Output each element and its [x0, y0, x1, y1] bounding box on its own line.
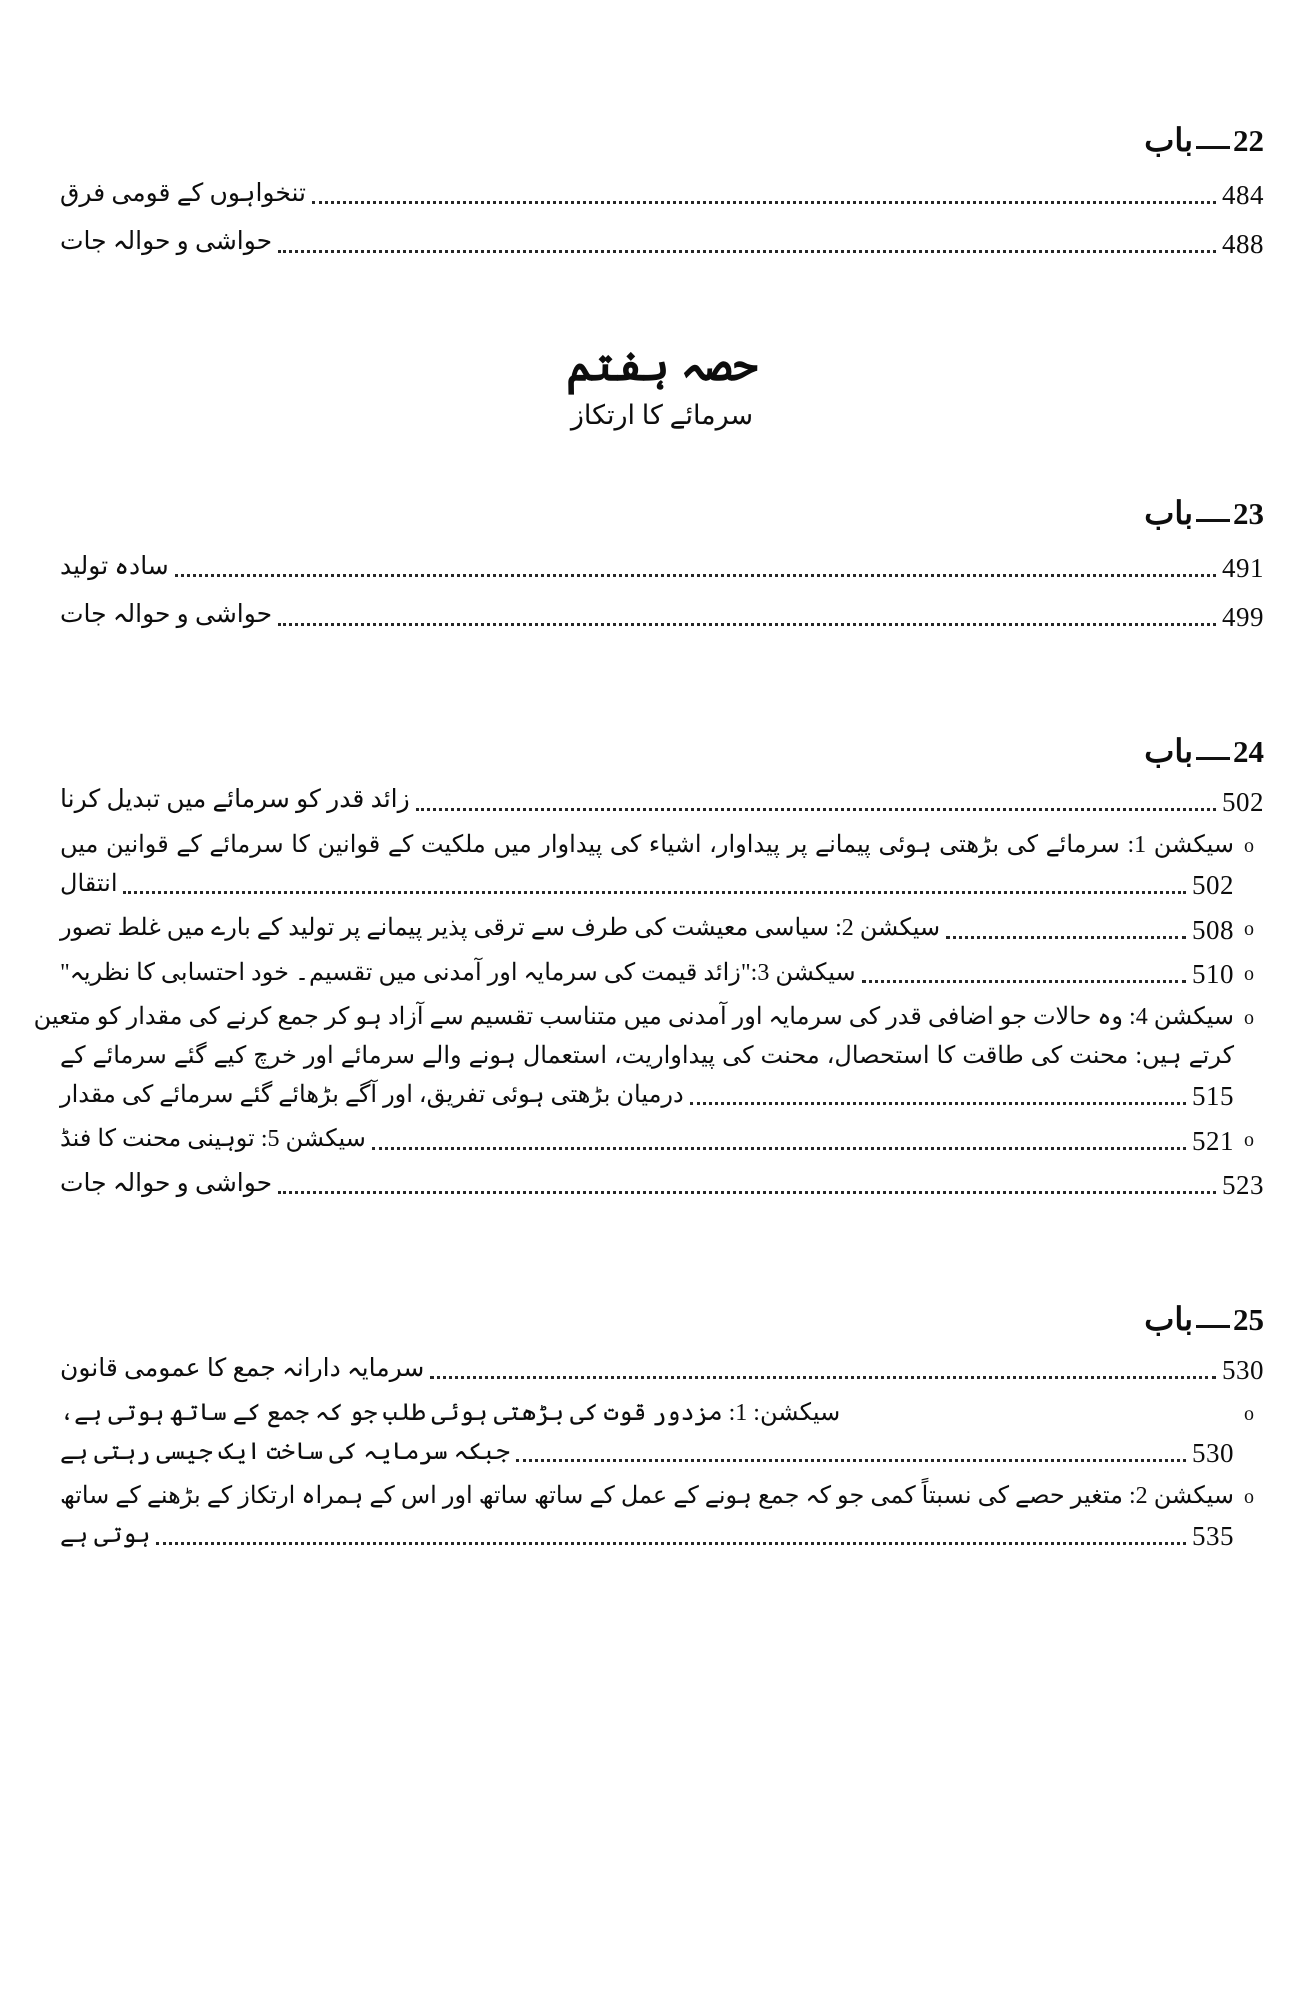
- section-page: 508: [1192, 914, 1234, 945]
- section-last-line: [60, 909, 1234, 947]
- section-body: [60, 1120, 1234, 1158]
- toc-entry[interactable]: [60, 1350, 1264, 1389]
- section-line: جبکہ سرمایہ کی ساخت ایک جیسی رہتی ہے: [60, 1438, 510, 1465]
- dot-leader: [278, 249, 1216, 253]
- toc-entry-page: 499: [1222, 601, 1264, 632]
- dot-leader: [690, 1101, 1186, 1105]
- chapter-word-25: باب: [1144, 1301, 1193, 1338]
- part-divider: [60, 340, 1264, 433]
- chapter-word-24: باب: [1144, 732, 1193, 769]
- toc-entry-page: 488: [1222, 228, 1264, 259]
- section-entry[interactable]: [60, 1394, 1264, 1471]
- toc-entry-title: سادہ تولید: [60, 552, 169, 580]
- toc-entry-page: 491: [1222, 553, 1264, 584]
- section-last-line: [60, 1120, 1234, 1158]
- section-line: انتقال: [60, 870, 118, 897]
- section-line: سیکشن: 1: مزدور قوت کی بڑھتی ہوئی طلب جو کہ جمع کے ساتھ ہوتی ہے،: [60, 1400, 841, 1427]
- chapter-word-22: باب: [1144, 122, 1193, 158]
- section-line: سیکشن 1: سرمائے کی بڑھتی ہوئی پیمانے پر پیداوار، اشیاء کی پیداوار میں ملکیت کے قوانین کا سرمائے کے قوانین میں: [60, 831, 1234, 858]
- dot-leader: [430, 1375, 1216, 1379]
- chapter-number-22: 22: [1233, 123, 1264, 158]
- section-body: [60, 826, 1234, 903]
- dot-leader: [175, 573, 1216, 577]
- section-line: کرتے ہیں: محنت کی طاقت کا استحصال، محنت کی پیداواریت، استعمال ہونے والے سرمائے اور خرچ کیے گئے سرمائے کے: [60, 1042, 1235, 1069]
- toc-entry[interactable]: [60, 1165, 1264, 1204]
- section-entry[interactable]: [33, 998, 1264, 1114]
- section-entry[interactable]: [60, 954, 1264, 992]
- dot-leader: [312, 200, 1216, 204]
- bullet-icon: o: [1244, 962, 1254, 985]
- toc-entry[interactable]: [60, 781, 1264, 820]
- section-line: درمیان بڑھتی ہوئی تفریق، اور آگے بڑھائے گئے سرمائے کی مقدار: [60, 1081, 684, 1108]
- toc-entry-title: حواشی و حوالہ جات: [60, 228, 273, 256]
- part-divider-title: حصہ ہفتم: [566, 340, 758, 390]
- toc-entry-title: حواشی و حوالہ جات: [60, 601, 273, 629]
- chapter-rule-22: [1196, 146, 1230, 149]
- dot-leader: [278, 1190, 1216, 1194]
- toc-entry-page: 530: [1222, 1355, 1264, 1386]
- chapter-rule-23: [1196, 519, 1230, 522]
- bullet-icon: o: [1244, 1129, 1254, 1152]
- dot-leader: [862, 979, 1186, 983]
- section-entry[interactable]: [60, 826, 1264, 903]
- part-divider-subtitle: سرمائے کا ارتکاز: [570, 399, 754, 430]
- section-page: 515: [1192, 1081, 1234, 1112]
- toc-entry-page: 484: [1222, 180, 1264, 211]
- chapter-heading-24: [60, 731, 1264, 772]
- section-page: 530: [1192, 1438, 1234, 1469]
- dot-leader: [156, 1541, 1186, 1545]
- section-line: سیکشن 2: سیاسی معیشت کی طرف سے ترقی پذیر پیمانے پر تولید کے بارے میں غلط تصور: [60, 915, 941, 942]
- chapter-rule-25: [1196, 1325, 1230, 1328]
- section-last-line: [60, 954, 1234, 992]
- dot-leader: [946, 935, 1186, 939]
- toc-entry-page: 523: [1222, 1170, 1264, 1201]
- chapter-rule-24: [1196, 757, 1230, 760]
- section-line: سیکشن 5: توہینی محنت کا فنڈ: [60, 1126, 366, 1153]
- chapter-number-25: 25: [1233, 1302, 1264, 1338]
- dot-leader: [416, 807, 1216, 811]
- toc-entry[interactable]: [60, 596, 1264, 635]
- bullet-icon: o: [1244, 834, 1254, 857]
- section-body: [60, 909, 1234, 947]
- section-page: 521: [1192, 1125, 1234, 1156]
- toc-entry[interactable]: [60, 175, 1264, 214]
- chapter-heading-23: [60, 493, 1264, 534]
- section-line: سیکشن 3:"زائد قیمت کی سرمایہ اور آمدنی میں تقسیم۔ خود احتسابی کا نظریہ": [60, 959, 856, 986]
- chapter-heading-25: [60, 1299, 1264, 1340]
- dot-leader: [123, 890, 1186, 894]
- section-entry[interactable]: [60, 1477, 1264, 1554]
- chapter-number-23: 23: [1233, 495, 1264, 531]
- section-entry[interactable]: [60, 1120, 1264, 1158]
- section-line: ہوتی ہے: [60, 1521, 151, 1548]
- section-last-line: [60, 1076, 1234, 1114]
- section-last-line: [60, 1433, 1234, 1471]
- section-line-wrap: [60, 1394, 1234, 1432]
- toc-entry-title: حواشی و حوالہ جات: [60, 1169, 273, 1197]
- top-spacer: [60, 0, 1264, 120]
- section-body: [60, 954, 1234, 992]
- dot-leader: [372, 1146, 1186, 1150]
- section-last-line: [60, 865, 1234, 903]
- section-body: [33, 998, 1235, 1114]
- section-page: 502: [1192, 870, 1234, 901]
- chapter-number-24: 24: [1233, 733, 1264, 769]
- bullet-icon: o: [1244, 1007, 1254, 1030]
- toc-entry-title: سرمایہ دارانہ جمع کا عمومی قانون: [60, 1354, 425, 1382]
- section-line: سیکشن 2: متغیر حصے کی نسبتاً کمی جو کہ جمع ہونے کے عمل کے ساتھ ساتھ اور اس کے ہمراہ ارتکاز کے بڑھنے کے ساتھ: [60, 1483, 1234, 1510]
- toc-entry-title: تنخواہوں کے قومی فرق: [60, 179, 306, 207]
- chapter-word-23: باب: [1144, 494, 1193, 531]
- section-body: [60, 1477, 1234, 1554]
- toc-entry-title: زائد قدر کو سرمائے میں تبدیل کرنا: [60, 786, 410, 814]
- toc-entry-page: 502: [1222, 786, 1264, 817]
- toc-entry[interactable]: [60, 548, 1264, 587]
- dot-leader: [278, 622, 1216, 626]
- section-last-line: [60, 1516, 1234, 1554]
- dot-leader: [516, 1458, 1186, 1462]
- section-body: [60, 1394, 1234, 1471]
- toc-entry[interactable]: [60, 223, 1264, 262]
- bullet-icon: o: [1244, 1403, 1254, 1426]
- chapter-heading-22: [60, 120, 1264, 161]
- section-page: 535: [1192, 1521, 1234, 1552]
- bullet-icon: o: [1244, 1486, 1254, 1509]
- section-line: سیکشن 4: وہ حالات جو اضافی قدر کی سرمایہ اور آمدنی میں متناسب تقسیم سے آزاد ہو کر جمع کرنے کی مقدار کو متعین: [33, 1004, 1234, 1031]
- section-page: 510: [1192, 959, 1234, 990]
- bullet-icon: o: [1244, 918, 1254, 941]
- section-entry[interactable]: [60, 909, 1264, 947]
